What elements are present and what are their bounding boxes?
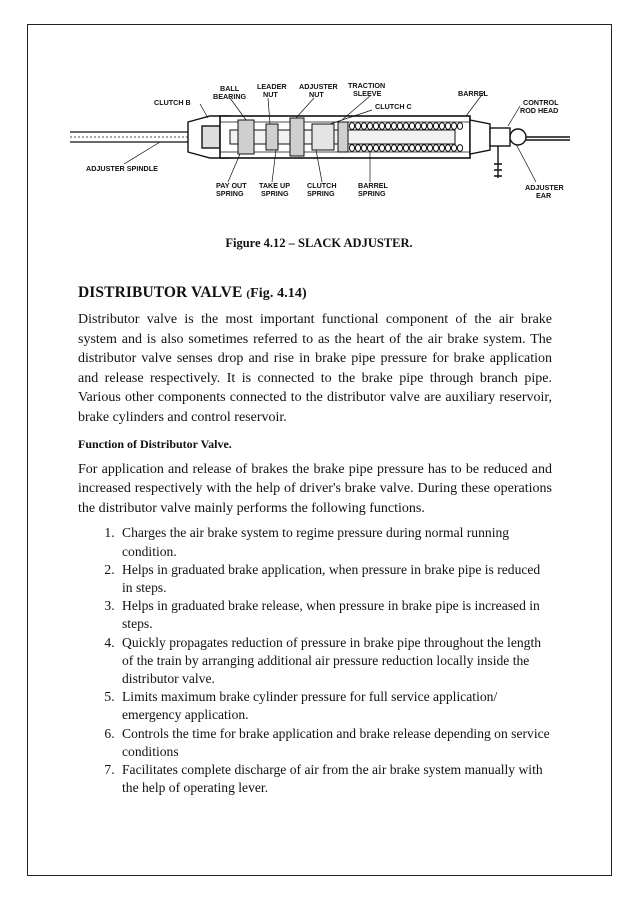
label-pay-out-spring-1: PAY OUT xyxy=(216,181,247,190)
label-take-up-spring-2: SPRING xyxy=(261,189,289,198)
figure-caption: Figure 4.12 – SLACK ADJUSTER. xyxy=(225,236,413,250)
label-barrel-spring-1: BARREL xyxy=(358,181,388,190)
section-heading xyxy=(78,284,552,302)
label-clutch-spring-2: SPRING xyxy=(307,189,335,198)
heading-figure-ref: Fig. 4.14) xyxy=(250,286,307,301)
label-leader-nut-1: LEADER xyxy=(257,82,287,91)
label-clutch-spring-1: CLUTCH xyxy=(307,181,337,190)
label-adjuster-ear-2: EAR xyxy=(536,191,552,200)
list-item: 1. Charges the air brake system to regime pressure during normal running condition. xyxy=(118,524,552,560)
label-control-rod-head-2: ROD HEAD xyxy=(520,106,559,115)
label-control-rod-head-1: CONTROL xyxy=(523,98,559,107)
slack-adjuster-drawing xyxy=(70,78,570,228)
label-adjuster-spindle: ADJUSTER SPINDLE xyxy=(86,164,158,173)
label-leader-nut-2: NUT xyxy=(263,90,278,99)
list-item: 5. Limits maximum brake cylinder pressure for full service application/ emergency application. xyxy=(118,688,552,724)
heading-text: DISTRIBUTOR VALVE xyxy=(78,284,243,301)
label-ball-bearing-2: BEARING xyxy=(213,92,247,101)
list-item: 6. Controls the time for brake application and brake release depending on service conditions xyxy=(118,725,552,761)
label-ball-bearing-1: BALL xyxy=(220,84,240,93)
label-traction-sleeve-1: TRACTION xyxy=(348,81,386,90)
label-adjuster-nut-2: NUT xyxy=(309,90,324,99)
list-item: 4. Quickly propagates reduction of pressure in brake pipe throughout the length of the train by arranging additional air pressure reduction locally inside the distributor valve. xyxy=(118,634,552,689)
list-item: 2. Helps in graduated brake application, when pressure in brake pipe is reduced in steps. xyxy=(118,561,552,597)
heading-ref-open: ( xyxy=(246,288,251,300)
label-traction-sleeve-2: SLEEVE xyxy=(353,89,382,98)
label-clutch-b: CLUTCH B xyxy=(154,98,191,107)
label-adjuster-ear-1: ADJUSTER xyxy=(525,183,564,192)
list-item: 7. Facilitates complete discharge of air from the air brake system manually with the help of operating lever. xyxy=(118,761,552,797)
label-barrel: BARREL xyxy=(458,89,488,98)
functions-list xyxy=(78,524,552,797)
slack-adjuster-figure xyxy=(70,78,570,228)
label-take-up-spring-1: TAKE UP xyxy=(259,181,291,190)
label-pay-out-spring-2: SPRING xyxy=(216,189,244,198)
label-adjuster-nut-1: ADJUSTER xyxy=(299,82,338,91)
function-intro-paragraph: For application and release of brakes the brake pipe pressure has to be reduced and increased respectively with the help of driver's brake valve. During these operations the distributor valve mainly performs the following functions. xyxy=(78,461,552,516)
label-barrel-spring-2: SPRING xyxy=(358,189,386,198)
function-subheading: Function of Distributor Valve. xyxy=(78,436,232,451)
control-rod-head xyxy=(470,120,570,178)
list-item: 3. Helps in graduated brake release, when pressure in brake pipe is increased in steps. xyxy=(118,597,552,633)
section-content xyxy=(78,284,552,797)
label-clutch-c: CLUTCH C xyxy=(375,102,412,111)
intro-paragraph: Distributor valve is the most important functional component of the air brake system and is also sometimes referred to as the heart of the air brake system. The distributor valve senses drop and rise in brake pipe pressure for brake application and release respectively. It is connected to the brake pipe through branch pipe. Various other components connected to the distributor valve are auxiliary reservoir, brake cylinders and control reservoir. xyxy=(78,312,552,425)
